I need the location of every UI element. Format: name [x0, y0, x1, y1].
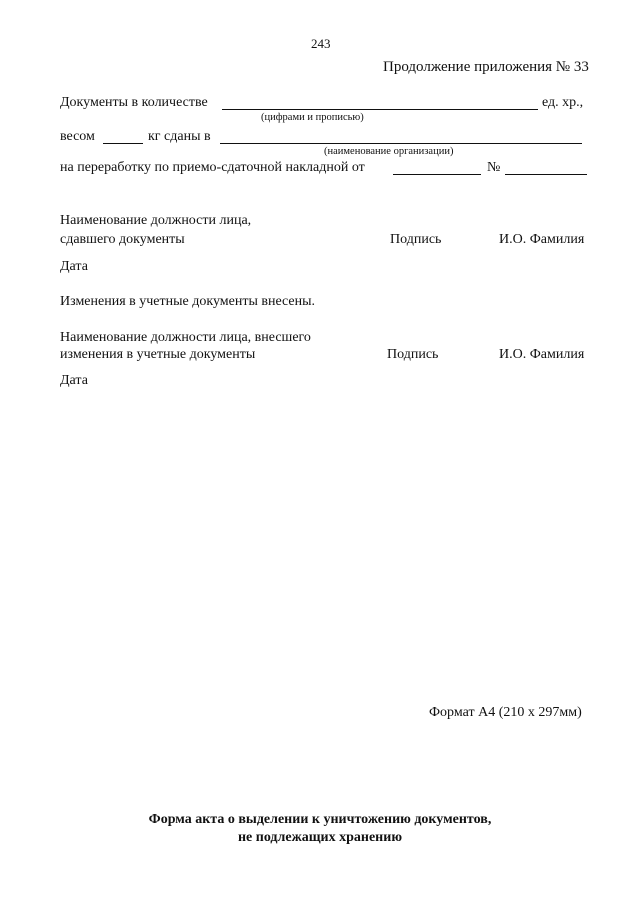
weight-label: весом: [60, 129, 95, 144]
next-form-title-line-1: Форма акта о выделении к уничтожению документов,: [148, 812, 492, 827]
organization-blank[interactable]: [220, 143, 582, 144]
storage-units-label: ед. хр.,: [542, 95, 584, 110]
kg-handed-label: кг сданы в: [148, 129, 211, 144]
invoice-date-blank[interactable]: [393, 174, 481, 175]
page-number: 243: [311, 36, 331, 51]
format-note: Формат А4 (210 x 297мм): [429, 705, 582, 720]
number-sign: №: [487, 160, 501, 175]
signature-label: Подпись: [390, 232, 442, 247]
date-label: Дата: [60, 373, 88, 388]
changes-note: Изменения в учетные документы внесены.: [60, 294, 316, 309]
invoice-number-blank[interactable]: [505, 174, 587, 175]
full-name-label: И.О. Фамилия: [499, 347, 585, 362]
appendix-continuation: Продолжение приложения № 33: [383, 59, 589, 75]
count-hint: (цифрами и прописью): [261, 112, 364, 123]
position-line-1: Наименование должности лица, внесшего: [60, 330, 311, 345]
documents-count-label: Документы в количестве: [60, 95, 208, 110]
position-line-1: Наименование должности лица,: [60, 213, 252, 228]
position-line-2: изменения в учетные документы: [60, 347, 256, 362]
processing-label: на переработку по приемо-сдаточной накладной от: [60, 160, 365, 175]
count-blank[interactable]: [222, 109, 538, 110]
weight-blank[interactable]: [103, 143, 143, 144]
organization-hint: (наименование организации): [324, 146, 454, 157]
position-line-2: сдавшего документы: [60, 232, 185, 247]
date-label: Дата: [60, 259, 88, 274]
signature-label: Подпись: [387, 347, 439, 362]
next-form-title-line-2: не подлежащих хранению: [237, 830, 403, 845]
full-name-label: И.О. Фамилия: [499, 232, 585, 247]
